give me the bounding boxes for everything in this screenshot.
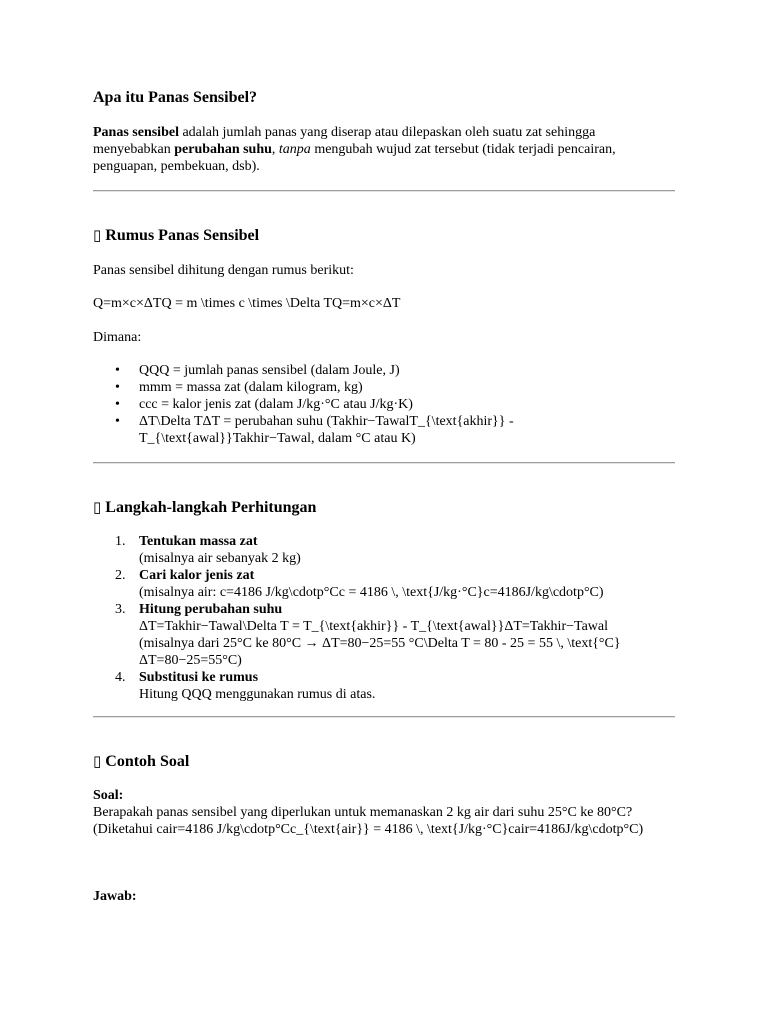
- heading-langkah: [93, 497, 316, 518]
- dimana-label: Dimana:: [93, 330, 142, 345]
- step-line: ΔT=Takhir−Tawal\Delta T = T_{\text{akhir}} - T_{\text{awal}}ΔT=Takhir−Tawal: [139, 619, 608, 634]
- soal-block: [93, 787, 675, 838]
- step-item: [93, 567, 675, 601]
- term-panas-sensibel: Panas sensibel: [93, 125, 179, 140]
- jawab-label: [93, 888, 675, 905]
- jawab-label-text: Jawab:: [93, 889, 137, 904]
- list-item: • ccc = kalor jenis zat (dalam J/kg·°C atau J/kg·K): [93, 396, 675, 413]
- heading-rumus: [93, 225, 259, 246]
- step-number: 1.: [115, 534, 126, 549]
- step-heading: Cari kalor jenis zat: [139, 568, 255, 583]
- step-item: [93, 669, 675, 703]
- step-heading: Substitusi ke rumus: [139, 670, 259, 685]
- definition-paragraph: [93, 124, 675, 175]
- list-item: • mmm = massa zat (dalam kilogram, kg): [93, 379, 675, 396]
- definition-text-1: adalah jumlah panas yang diserap atau dilepaskan oleh suatu zat sehingga menyebabkan: [93, 125, 596, 157]
- list-item: • QQQ = jumlah panas sensibel (dalam Joule, J): [93, 362, 675, 379]
- step-heading: Hitung perubahan suhu: [139, 602, 283, 617]
- rumus-formula: Q=m×c×ΔTQ = m \times c \times \Delta TQ=m×c×ΔT: [93, 296, 401, 311]
- term-perubahan-suhu: perubahan suhu: [174, 142, 272, 157]
- step-line: (misalnya air: c=4186 J/kg\cdotp°Cc = 4186 \, \text{J/kg·°C}c=4186J/kg\cdotp°C): [139, 585, 604, 600]
- steps-list: [93, 533, 675, 703]
- variable-list: [93, 362, 675, 447]
- list-item: • ΔT\Delta TΔT = perubahan suhu (Takhir−TawalT_{\text{akhir}} - T_{\text{awal}}Takhir−Tawal, dalam °C atau K): [93, 413, 675, 447]
- step-line: (misalnya dari 25°C ke 80°C → ΔT=80−25=55 °C\Delta T = 80 - 25 = 55 \, \text{°C}ΔT=80−25=55°C): [139, 636, 621, 668]
- term-tanpa: tanpa: [278, 142, 311, 157]
- soal-text: Berapakah panas sensibel yang diperlukan untuk memanaskan 2 kg air dari suhu 25°C ke 80°C?: [93, 805, 633, 820]
- heading-apa-itu: Apa itu Panas Sensibel?: [93, 89, 258, 106]
- definition-text-3: mengubah wujud zat tersebut (tidak terjadi pencairan, penguapan, pembekuan, dsb).: [93, 142, 616, 174]
- step-line: Hitung QQQ menggunakan rumus di atas.: [139, 687, 376, 702]
- rumus-intro: Panas sensibel dihitung dengan rumus berikut:: [93, 263, 354, 278]
- step-item: [93, 601, 675, 669]
- heading-langkah-text: Langkah-langkah Perhitungan: [105, 499, 317, 516]
- step-number: 2.: [115, 568, 126, 583]
- divider-1: [93, 190, 675, 192]
- heading-contoh-soal-text: Contoh Soal: [105, 753, 190, 770]
- diketahui-text: (Diketahui cair=4186 J/kg\cdotp°Cc_{\text{air}} = 4186 \, \text{J/kg·°C}cair=4186J/kg\cdotp°C): [93, 822, 644, 837]
- step-heading: Tentukan massa zat: [139, 534, 258, 549]
- missing-glyph-icon: ▯: [93, 752, 102, 770]
- divider-2: [93, 462, 675, 464]
- soal-label: Soal:: [93, 788, 124, 803]
- definition-text-2: ,: [271, 142, 279, 157]
- heading-rumus-text: Rumus Panas Sensibel: [105, 227, 260, 244]
- divider-3: [93, 716, 675, 718]
- missing-glyph-icon: ▯: [93, 498, 102, 516]
- step-item: [93, 533, 675, 567]
- step-number: 4.: [115, 670, 126, 685]
- step-number: 3.: [115, 602, 126, 617]
- heading-contoh-soal: [93, 751, 189, 772]
- missing-glyph-icon: ▯: [93, 226, 102, 244]
- step-line: (misalnya air sebanyak 2 kg): [139, 551, 301, 566]
